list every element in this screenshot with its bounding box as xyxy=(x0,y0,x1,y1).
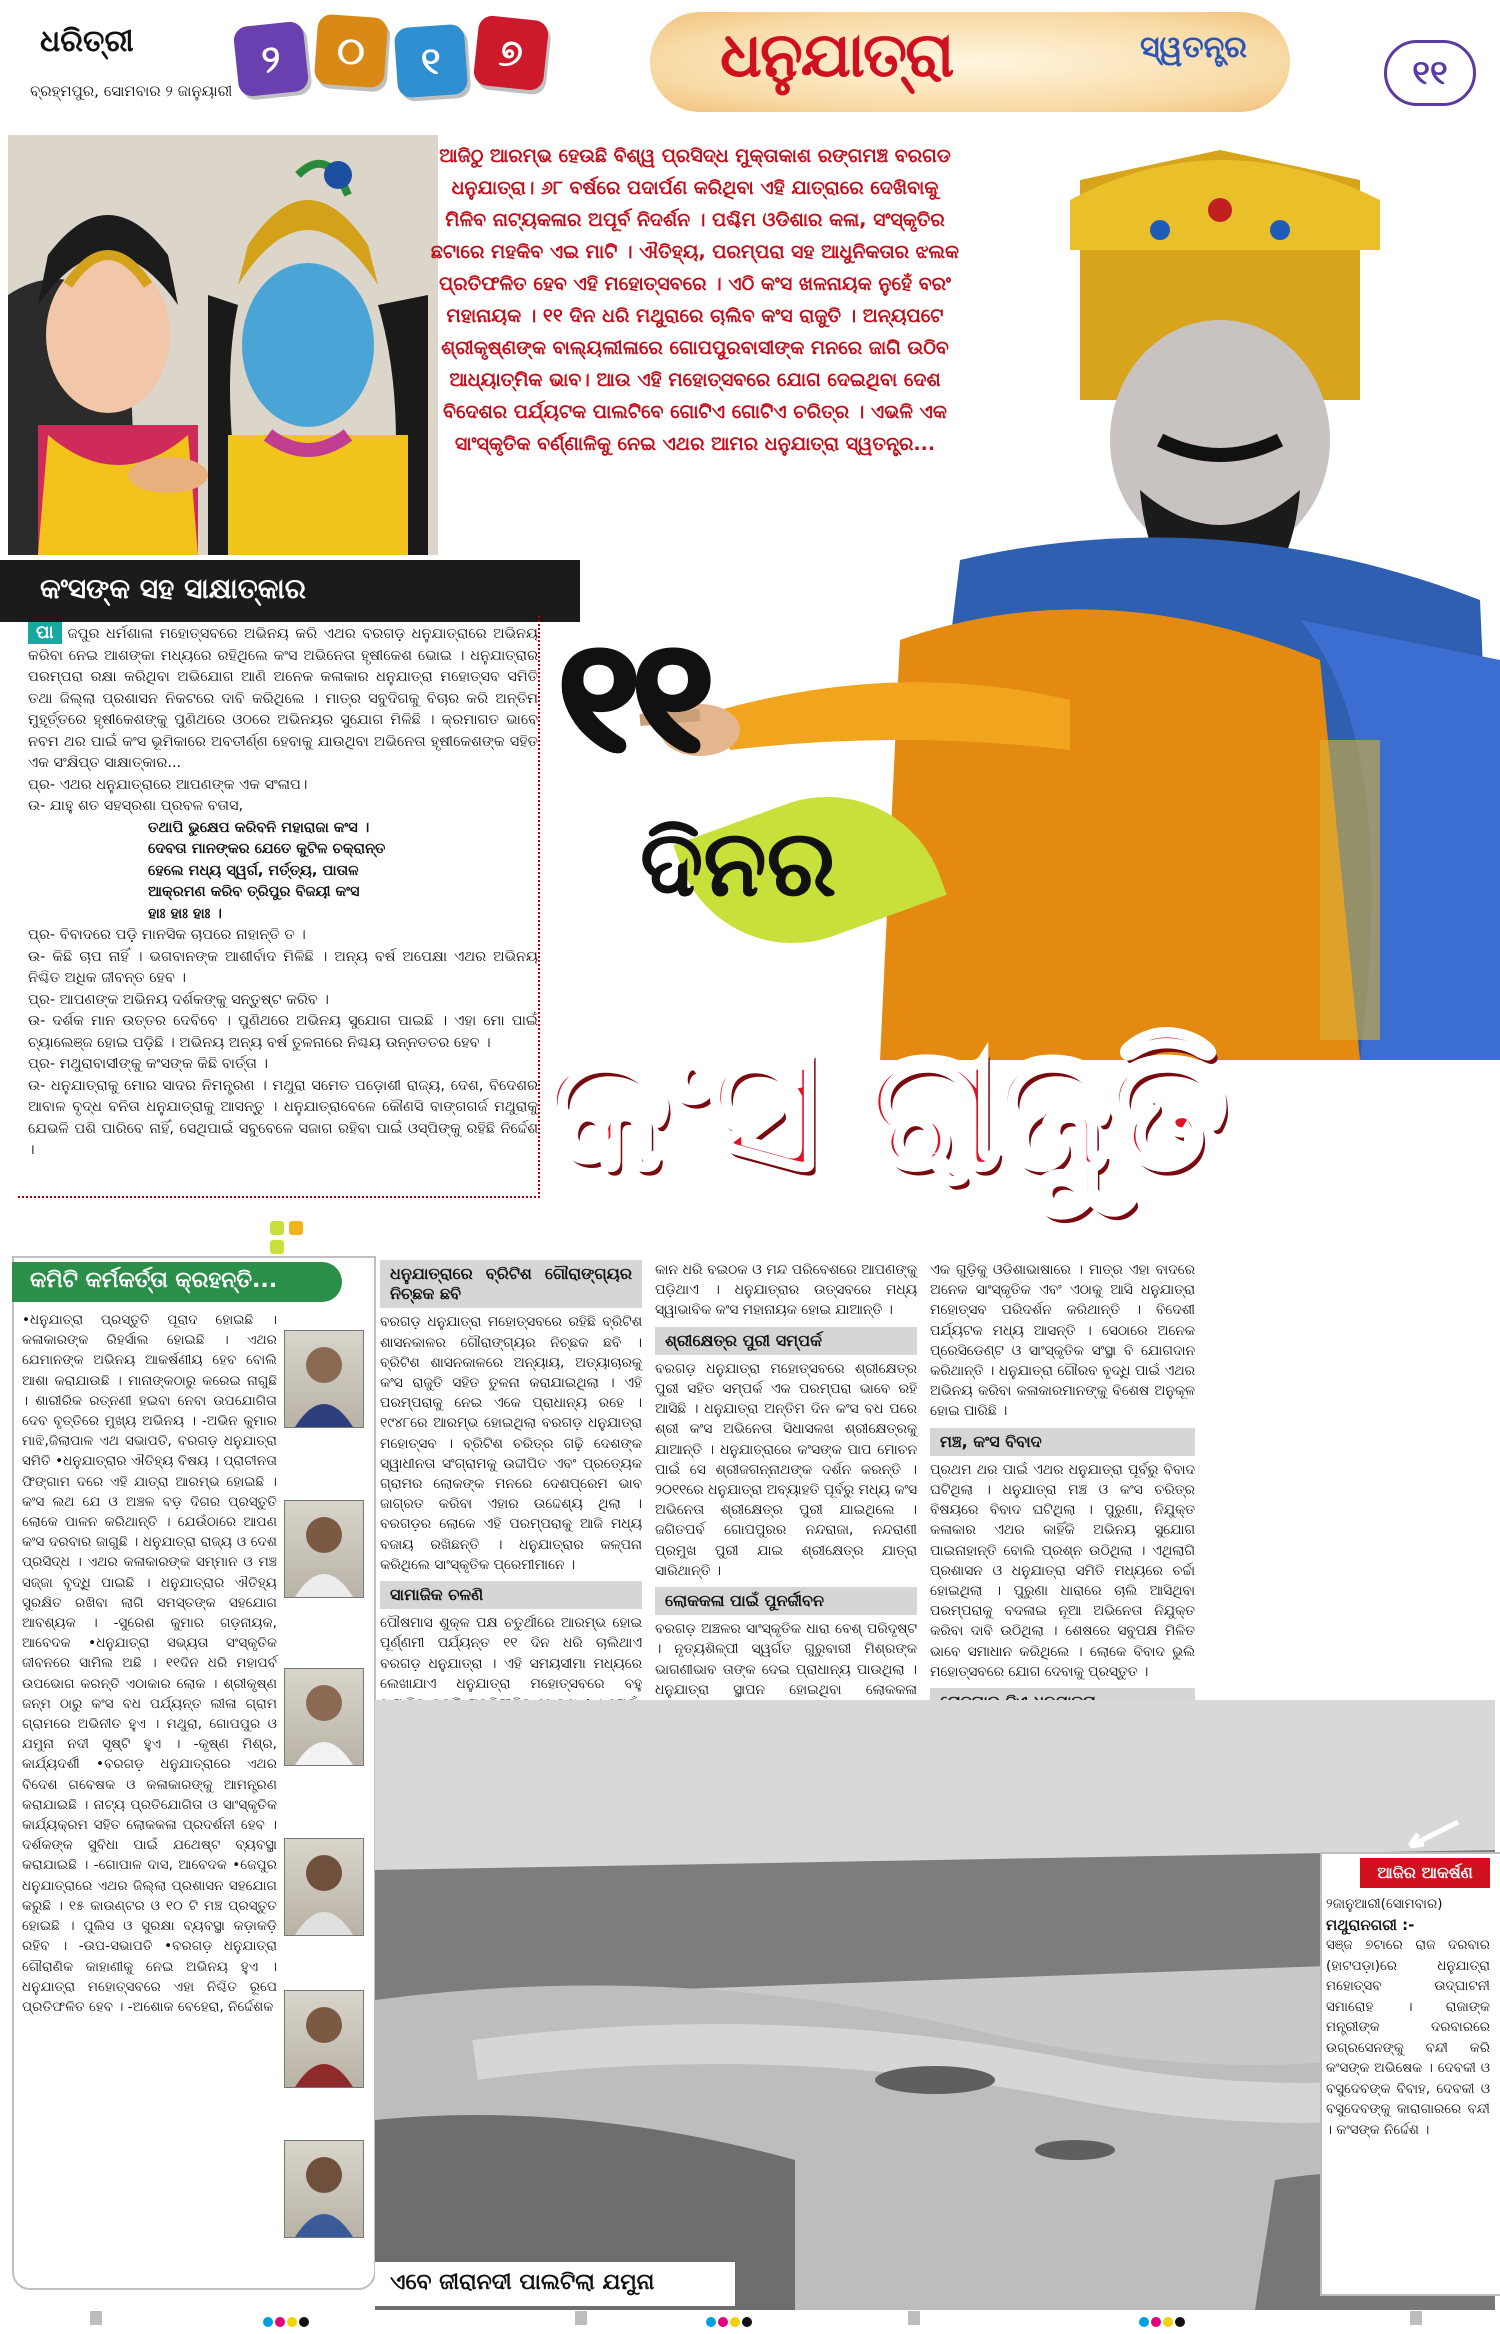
today-description: ସଞ୍ଜ ୭ଟାରେ ରାଜ ଦରବାର (ହାଟପଡ଼ା)ରେ ଧନୁଯାତ୍ରା ମହୋତ୍ସବ ଉଦ୍‌ଘାଟନୀ ସମାରୋହ । ରାଜାଙ୍କ ମନ୍ତ୍ରୀଙ୍କ ଦରବାରରେ ଉଗ୍ରସେନଙ୍କୁ ବନ୍ଦୀ କରି କଂସଙ୍କ ଅଭିଷେକ । ଦେବକୀ ଓ ବସୁଦେବଙ୍କ ବିବାହ, ଦେବକୀ ଓ ବସୁଦେବଙ୍କୁ କାରାଗାରରେ ବନ୍ଦୀ । କଂସଙ୍କ ନିର୍ଦ୍ଦେଶ । xyxy=(1326,1937,1490,2138)
committee-text: •ଧନୁଯାତ୍ରା ପ୍ରସ୍ତୁତି ପୂରାଦ ହୋଇଛି । କଳାକାରଙ୍କ ରିହର୍ସାଲ ହୋଇଛି । ଏଥର ଯେମାନଙ୍କ ଅଭିନୟ ଆକର୍ଷଣୀୟ ହେବ ବୋଲି ଆଶା କରାଯାଉଛି । ମାନାଙ୍କଠାରୁ କରେଇ ନାଗୁଛି । ଶାରୀରିକ ରତ୍ନଣୀ ହଇବା ନେବା ଉପଯୋଗିତା ଦେବ ବୃତ୍ତିରେ ମୁଖ୍ୟ ଅଭିନୟ । -ଅଭିନ କୁମାର ମାଝି,ଜିଲାପାଳ ଏଥ ସଭାପତି, ବରଗଡ଼ ଧନୁଯାତ୍ରା ସମିତି •ଧନୁଯାତ୍ରାର ଐତିହ୍ୟ ବିଷୟ । ପ୍ରାଚୀନତା ଫିଙ୍ଗାମ ଦରେ ଏହି ଯାତ୍ରା ଆରମ୍ଭ ହୋଇଛି । କଂସ ଲଥ ଯେ ଓ ଅଞ୍ଚଳ ବଡ଼ ଦିଗର ପ୍ରସ୍ତୁତି ଲୋକେ ପାଳନ କରିଥାନ୍ତି । ଯେଉଁଠାରେ ଆପଣ କଂସ ଦରବାର ଜାଗୁଛି । ଧନୁଯାତ୍ରା ରାଜ୍ୟ ଓ ଦେଶ ପ୍ରସିଦ୍ଧ । ଏଥର କଳାକାରଙ୍କ ସମ୍ମାନ ଓ ମଞ୍ଚ ସଜ୍ଜା ବୃଦ୍ଧି ପାଇଛି । ଧନୁଯାତ୍ରାର ଐତିହ୍ୟ ସୁରକ୍ଷିତ ରଖିବା ଲାଗି ସମସ୍ତଙ୍କ ସହଯୋଗ ଆବଶ୍ୟକ । -ସୁରେଶ କୁମାର ଗଡ଼ନାୟକ, ଆବେଦକ •ଧନୁଯାତ୍ରା ସଭ୍ୟତା ସଂସ୍କୃତିକ ଜୀବନରେ ସାମିଲ ଅଛି । ୧୧ଦିନ ଧରି ମହାପର୍ବ ଉପଭୋଗ କରନ୍ତି ଏଠାକାର ଲୋକ । ଶ୍ରୀକୃଷ୍ଣ ଜନ୍ମ ଠାରୁ କଂସ ବଧ ପର୍ଯ୍ୟନ୍ତ ଲୀଳା ଗ୍ରାମ ଗ୍ରାମରେ ଅଭିନୀତ ହୁଏ । ମଥୁରା, ଗୋପପୁର ଓ ଯମୁନା ନଦୀ ସୃଷ୍ଟି ହୁଏ । -କୃଷ୍ଣ ମିଶ୍ର, କାର୍ଯ୍ୟଦର୍ଶୀ •ବରଗଡ଼ ଧନୁଯାତ୍ରାରେ ଏଥର ବିଦେଶ ଗବେଷକ ଓ କଳାକାରଙ୍କୁ ଆମନ୍ତ୍ରଣ କରାଯାଇଛି । ନାଟ୍ୟ ପ୍ରତିଯୋଗିତା ଓ ସାଂସ୍କୃତିକ କାର୍ଯ୍ୟକ୍ରମ ସହିତ ଲୋକକଳା ପ୍ରଦର୍ଶନୀ ହେବ । ଦର୍ଶକଙ୍କ ସୁବିଧା ପାଇଁ ଯଥେଷ୍ଟ ବ୍ୟବସ୍ଥା କରାଯାଇଛି । -ଗୋପାଳ ଦାସ, ଆବେଦକ •ଜେପୁର ଧନୁଯାତ୍ରାରେ ଏଥର ଜିଲ୍ଲା ପ୍ରଶାସନ ସହଯୋଗ କରୁଛି । ୧୫ କାଉଣ୍ଟର ଓ ୧୦ ଟି ମଞ୍ଚ ପ୍ରସ୍ତୁତ ହୋଇଛି । ପୁଲିସ ଓ ସୁରକ୍ଷା ବ୍ୟବସ୍ଥା କଡ଼ାକଡ଼ି ରହିବ । -ଉପ-ସଭାପତି •ବରଗଡ଼ ଧନୁଯାତ୍ରା ଗୌରାଣିକ କାହାଣୀକୁ ନେଇ ଅଭିନୟ ହୁଏ । ଧନୁଯାତ୍ରା ମହୋତ୍ସବରେ ଏହା ନିଶ୍ଚିତ ରୂପେ ପ୍ରତିଫଳିତ ହେବ । -ଅଶୋକ ବେହେରା, ନିର୍ଦ୍ଦେଶକ xyxy=(22,1312,277,2015)
portrait-photo xyxy=(284,1330,364,1428)
committee-title: କମିଟି କର୍ମକର୍ତ୍ତା କ୍ରହନ୍ତି... xyxy=(30,1268,278,1293)
photo-radha-krishna xyxy=(8,135,438,555)
today-attraction-text xyxy=(1326,1894,1490,2140)
poem-line: ହେଲେ ମଧ୍ୟ ସ୍ୱର୍ଗ, ମର୍ତ୍ତ୍ୟ, ପାତାଳ xyxy=(148,862,359,879)
gray-square-mark xyxy=(90,2310,102,2329)
interview-lead: ପା ଜପୁର ଧର୍ମଶାଳା ମହୋତ୍ସବରେ ଅଭିନୟ କରି ଏଥର ବରଗଡ଼ ଧନୁଯାତ୍ରାରେ ଅଭିନୟ କରିବା ନେଇ ଆଶଙ୍କା ମଧ୍ୟରେ ରହିଥିଲେ କଂସ ଅଭିନେତା ହୃଷୀକେଶ ଭୋଇ । ଧନୁଯାତ୍ରାର ପରମ୍ପରା ରକ୍ଷା କରିଥିବା ଅଭିଯୋଗ ଆଣି ଅନେକ କଳାକାର ଧନୁଯାତ୍ରା ମହୋତ୍ସବ ସମିତି ତଥା ଜିଲ୍ଲା ପ୍ରଶାସନ ନିକଟରେ ଦାବି କରିଥିଲେ । ମାତ୍ର ସବୁଦିଗକୁ ବିଚାର କରି ଅନ୍ତିମ ମୁହୂର୍ତ୍ତରେ ହୃଷୀକେଶଙ୍କୁ ପୁଣିଥରେ ଓଠରେ ଅଭିନୟର ସୁଯୋଗ ମିଳିଛି । କ୍ରମାଗତ ଭାବେ ନବମ ଥର ପାଇଁ କଂସ ଭୂମିକାରେ ଅବତୀର୍ଣ୍ଣ ହେବାକୁ ଯାଉଥିବା ଅଭିନେତା ହୃଷୀକେଶଙ୍କ ସହିତ ଏକ ସଂକ୍ଷିପ୍ତ ସାକ୍ଷାତ୍‌କାର... xyxy=(28,622,538,771)
pointer-arrow-icon xyxy=(1400,1820,1460,1854)
interview-qa: ଉ- ଦର୍ଶକ ମାନ ଉତ୍ତର ଦେବିବେ । ପୁଣିଥରେ ଅଭିନୟ ସୁଯୋଗ ପାଇଛି । ଏହା ମୋ ପାଇଁ ଚ୍ୟାଲେଞ୍ଜ ହୋଇ ପଡ଼ିଛି । ଅଭିନୟ ଅନ୍ୟ ବର୍ଷ ତୁଳନାରେ ନିଶ୍ଚୟ ଉନ୍ନତତର ହେବ । xyxy=(28,1013,538,1051)
color-dots-mark xyxy=(1138,2312,1186,2331)
article-paragraph: ପ୍ରଥମ ଥର ପାଇଁ ଏଥର ଧନୁଯାତ୍ରା ପୂର୍ବରୁ ବିବାଦ ଘଟିଥିଲା । ଧନୁଯାତ୍ରା ମଞ୍ଚ ଓ କଂସ ଚରିତ୍ର ବିଷୟରେ ବିବାଦ ଘଟିଥିଲା । ପୁରୁଣା, ନିଯୁକ୍ତ କଳାକାର ଏଥର କାହିଁକି ଅଭିନୟ ସୁଯୋଗ ପାଇନାହାନ୍ତି ବୋଲି ପ୍ରଶ୍ନ ଉଠିଥିଲା । ଏଥିଲାଗି ପ୍ରଶାସନ ଓ ଧନୁଯାତ୍ରା ସମିତି ମଧ୍ୟରେ ଚର୍ଚ୍ଚା ହୋଇଥିଲା । ପୁରୁଣା ଧାରାରେ ଚାଲି ଆସିଥିବା ପରମ୍ପରାକୁ ବଦଳାଇ ନୂଆ ଅଭିନେତା ନିଯୁକ୍ତ କରିବା ଦାବି ଉଠିଥିଲା । ଶେଷରେ ସବୁପକ୍ଷ ମିଳିତ ଭାବେ ସମାଧାନ କରିଥିଲେ । ଲୋକେ ବିବାଦ ଭୁଲି ମହୋତ୍ସବରେ ଯୋଗ ଦେବାକୁ ପ୍ରସ୍ତୁତ । xyxy=(930,1461,1195,1680)
color-dots-mark xyxy=(262,2312,310,2331)
interview-qa: ଉ- କିଛି ଚାପ ନାହିଁ । ଭଗବାନଙ୍କ ଆଶୀର୍ବାଦ ମିଳିଛି । ଅନ୍ୟ ବର୍ଷ ଅପେକ୍ଷା ଏଥର ଅଭିନୟ ନିଶ୍ଚିତ ଅଧିକ ଜୀବନ୍ତ ହେବ । xyxy=(28,948,538,986)
intro-paragraph: ଆଜିଠୁ ଆରମ୍ଭ ହେଉଛି ବିଶ୍ୱ ପ୍ରସିଦ୍ଧ ମୁକ୍ତାକାଶ ରଙ୍ଗମଞ୍ଚ ବରଗଡ ଧନୁଯାତ୍ରା। ୬୮ ବର୍ଷରେ ପଦାର୍ପଣ କରିଥିବା ଏହି ଯାତ୍ରାରେ ଦେଖିବାକୁ ମିଳିବ ନାଟ୍ୟକଳାର ଅପୂର୍ବ ନିଦର୍ଶନ । ପଶ୍ଚିମ ଓଡିଶାର କଳା, ସଂସ୍କୃତିର ଛଟାରେ ମହକିବ ଏଇ ମାଟି । ଐତିହ୍ୟ, ପରମ୍ପରା ସହ ଆଧୁନିକତାର ଝଲକ ପ୍ରତିଫଳିତ ହେବ ଏହି ମହୋତ୍ସବରେ । ଏଠି କଂସ ଖଳନାୟକ ନୁହେଁ ବରଂ ମହାନାୟକ । ୧୧ ଦିନ ଧରି ମଥୁରାରେ ଚାଲିବ କଂସ ରାଜୁତି । ଅନ୍ୟପଟେ ଶ୍ରୀକୃଷ୍ଣଙ୍କ ବାଲ୍ୟଲୀଳାରେ ଗୋପପୁରବାସୀଙ୍କ ମନରେ ଜାଗି ଉଠିବ ଆଧ୍ୟାତ୍ମିକ ଭାବ। ଆଉ ଏହି ମହୋତ୍ସବରେ ଯୋଗ ଦେଇଥିବା ଦେଶ ବିଦେଶର ପର୍ଯ୍ୟଟକ ପାଲଟିବେ ଗୋଟିଏ ଗୋଟିଏ ଚରିତ୍ର । ଏଭଳି ଏକ ସାଂସ୍କୃତିକ ବର୍ଣ୍ଣାଳିକୁ ନେଇ ଏଥର ଆମର ଧନୁଯାତ୍ରା ସ୍ୱତନ୍ତ୍ର... xyxy=(430,145,960,455)
print-registration-marks xyxy=(0,2300,1500,2334)
year-digit-3: ୧ xyxy=(394,24,469,99)
poem-line: ଦେବତା ମାନଙ୍କର ଯେତେ କୁଟିଳ ଚକ୍ରାନ୍ତ xyxy=(148,841,386,857)
headline-number: ୧୧ xyxy=(560,610,709,784)
color-dots-mark xyxy=(705,2312,753,2331)
interview-qa: ପ୍ର- ଆପଣଙ୍କ ଅଭିନୟ ଦର୍ଶକଙ୍କୁ ସନ୍ତୁଷ୍ଟ କରିବ । xyxy=(28,991,329,1008)
interview-qa: ପ୍ର- ମଥୁରାବାସୀଙ୍କୁ କଂସଙ୍କ କିଛି ବାର୍ତ୍ତା । xyxy=(28,1056,268,1072)
article-paragraph: ପୌଷମାସ ଶୁକ୍ଳ ପକ୍ଷ ଚତୁର୍ଥୀରେ ଆରମ୍ଭ ହୋଇ ପୂର୍ଣ୍ଣମୀ ପର୍ଯ୍ୟନ୍ତ ୧୧ ଦିନ ଧରି ଚାଲିଥାଏ ବରଗଡ଼ ଧନୁଯାତ୍ରା । ଏହି ସମୟସୀମା ମଧ୍ୟରେ ଲେଖାଯାଏ ଧନୁଯାତ୍ରା ମହୋତ୍ସବରେ ବହୁ xyxy=(380,1615,642,1692)
headline-word: ଦିନର xyxy=(640,810,837,917)
article-paragraph: ଏକ ଗୁଡ଼ିକୁ ଓଡିଶାଭାଷାରେ । ମାତ୍ର ଏହା ବାଦରେ ଅନେକ ସାଂସ୍କୃତିକ ଏବଂ ଏଠାକୁ ଆସି ଧନୁଯାତ୍ରା ମହୋତ୍ସବ ପରିଦର୍ଶନ କରିଥାନ୍ତି । ବିଦେଶୀ ପର୍ଯ୍ୟଟକ ମଧ୍ୟ ଆସନ୍ତି । ସେଠାରେ ଅନେକ ପ୍ରେସିଡେଣ୍ଟ ଓ ସାଂସ୍କୃତିକ ସଂସ୍ଥା ବି ଯୋଗଦାନ କରିଥାନ୍ତି । ଧନୁଯାତ୍ରା ଗୌରବ ବୃଦ୍ଧି ପାଇଁ ଏଥର ଅଭିନୟ କରିବା କଳାକାରମାନଙ୍କୁ ବିଶେଷ ଅନୁକୂଳ ହୋଇ ପାରିଛି । xyxy=(930,1262,1195,1420)
poem-line: ତଥାପି ଭୁକ୍ଷେପ କରିବନି ମହାରାଜା କଂସ । xyxy=(148,819,370,836)
poem-line: ହାଃ ହାଃ ହାଃ । xyxy=(148,905,222,922)
gray-square-mark xyxy=(575,2310,587,2329)
portrait-photo xyxy=(284,1668,364,1766)
interview-title: କଂସଙ୍କ ସହ ସାକ୍ଷାତ୍‌କାର xyxy=(40,572,307,605)
gray-square-mark xyxy=(908,2310,920,2329)
newspaper-name: ଧରିତ୍ରୀ xyxy=(40,24,134,59)
interview-question: ପ୍ର- ଏଥର ଧନୁଯାତ୍ରାରେ ଆପଣଙ୍କ ଏକ ସଂଳାପ। xyxy=(28,776,308,793)
section-title: ଧନୁଯାତ୍ରା xyxy=(720,18,953,91)
today-attraction-title: ଆଜିର ଆକର୍ଷଣ xyxy=(1360,1858,1490,1888)
article-paragraph: ବରଗଡ଼ ଧନୁଯାତ୍ରା ମହୋତ୍ସବରେ ରହିଛି ବ୍ରିଟିଶ ଶାସନକାଳର ଗୌରାଙ୍ଗ୍ୟର ନିଚ୍ଛକ ଛବି । ବ୍ରିଟିଶ ଶାସନକାଳରେ ଅନ୍ୟାୟ, ଅତ୍ୟାଚାରକୁ କଂସ ରାଜୁତି ସହିତ ତୁଳନା କରାଯାଇଥିଲା । ଏହି ପରମ୍ପରାକୁ ନେଇ ଏକେ ପ୍ରାଧାନ୍ୟ ରହେ । ୧୯୪୮ରେ ଆରମ୍ଭ ହୋଇଥିଲା ବରଗଡ଼ ଧନୁଯାତ୍ରା ମହୋତ୍ସବ । ବ୍ରିଟିଶ ଚରିତ୍ର ଗଢ଼ି ଦେଶଙ୍କ ସ୍ୱାଧୀନତା ସଂଗ୍ରାମକୁ ଉଦ୍ଦୀପିତ ଏବଂ ପ୍ରତ୍ୟେକ ଗ୍ରାମର ଲୋକଙ୍କ ମନରେ ଦେଶପ୍ରେମ ଭାବ ଜାଗ୍ରତ କରିବା ଏହାର ଉଦ୍ଦେଶ୍ୟ ଥିଲା । ବରଗଡ଼ର ଲୋକେ ଏହି ପରମ୍ପରାକୁ ଆଜି ମଧ୍ୟ ବଜାୟ ରଖିଛନ୍ତି । ଧନୁଯାତ୍ରାର କଳ୍ପନା କରିଥିଲେ ସାଂସ୍କୃତିକ ପ୍ରେମୀମାନେ । xyxy=(380,1314,642,1573)
portrait-photo xyxy=(284,1500,364,1598)
poem-line: ଆକ୍ରମଣ କରିବ ତ୍ରିପୁର ବିଜୟୀ କଂସ xyxy=(148,884,360,900)
article-subheading: ଧନୁଯାତ୍ରାରେ ବ୍ରିଟିଶ ଗୌରାଙ୍ଗ୍ୟର ନିଚ୍ଛକ ଛବି xyxy=(380,1260,642,1308)
year-digit-4: ୭ xyxy=(473,15,550,92)
article-subheading: ଶ୍ରୀକ୍ଷେତ୍ର ପୁରୀ ସମ୍ପର୍କ xyxy=(655,1327,917,1355)
interview-qa: ପ୍ର- ବିବାଦରେ ପଡ଼ି ମାନସିକ ଚାପରେ ନାହାନ୍ତି ତ । xyxy=(28,927,306,943)
article-column-1 xyxy=(380,1260,642,1700)
interview-answer: ଉ- ଯାହୁ ଶତ ସହସ୍ରଶା ପ୍ରବଳ ବତାସ, xyxy=(28,798,244,814)
interview-poem xyxy=(28,818,538,926)
dropcap: ପା xyxy=(28,622,62,644)
section-subtitle: ସ୍ୱତନ୍ତ୍ର xyxy=(1140,30,1248,65)
year-digit-2: ୦ xyxy=(314,14,389,89)
portrait-photo xyxy=(284,1838,364,1936)
gray-square-mark xyxy=(1410,2310,1422,2329)
portrait-photo xyxy=(284,2140,364,2238)
today-place: ମଥୁରାନଗରୀ :- xyxy=(1326,1915,1415,1934)
page-header xyxy=(0,0,1500,120)
ornament-icon xyxy=(270,1220,320,1238)
interview-qa: ଉ- ଧନୁଯାତ୍ରାକୁ ମୋର ସାଦର ନିମନ୍ତ୍ରଣ । ମଥୁରା ସମେତ ପଡ଼ୋଶୀ ରାଜ୍ୟ, ଦେଶ, ବିଦେଶର ଆବାଳ ବୃଦ୍ଧ ବନିତା ଧନୁଯାତ୍ରାକୁ ଆସନ୍ତୁ । ଧନୁଯାତ୍ରାବେଳେ କୌଣସି ବାଙ୍ଗଗର୍ଜ ମଥୁରାକୁ ଯେଭଳି ପଶି ପାରିବେ ନାହିଁ, ସେଥିପାଇଁ ସବୁବେଳେ ସଜାଗ ରହିବା ପାଇଁ ଓସ୍ପିଙ୍କୁ ରହିଛି ନିର୍ଦ୍ଦେଶ । xyxy=(28,1077,538,1158)
article-paragraph: କାନ ଧରି ବଇଠକ ଓ ମନ୍ଦ ପରିବେଶରେ ଆପଣଙ୍କୁ ପଡ଼ିଥାଏ । ଧନୁଯାତ୍ରାର ଉତ୍ସବରେ ମଧ୍ୟ ସ୍ୱାଭାବିକ କଂସ ମହାନାୟକ ହୋଇ ଯାଆନ୍ତି । xyxy=(655,1262,917,1319)
article-subheading: ଲୋକକଳା ପାଇଁ ପୁନର୍ଜୀବନ xyxy=(655,1587,917,1615)
article-paragraph: ବରଗଡ଼ ଅଞ୍ଚଳର ସାଂସ୍କୃତିକ ଧାରା ବେଶ୍ ପରିଦୃଷ୍ଟ । ନୃତ୍ୟଶିଳ୍ପୀ ସ୍ୱର୍ଗତ ଗୁରୁବାରୀ ମିଶ୍ରଙ୍କ ଭାଗଣୀଭାବ ତାଙ୍କ ଦେଇ ପ୍ରାଧାନ୍ୟ ପାଉଥିଲା । ଧନୁଯାତ୍ରା ସ୍ଥାପନ ହୋଇଥିବା ଲୋକକଳା xyxy=(655,1621,917,1698)
article-column-3 xyxy=(930,1260,1195,1700)
article-column-2 xyxy=(655,1260,917,1700)
year-digit-1: ୨ xyxy=(233,21,310,98)
article-subheading: ମଞ୍ଚ, କଂସ ବିବାଦ xyxy=(930,1428,1195,1456)
river-caption: ଏବେ ଜୀରାନଦୀ ପାଲଟିଲା ଯମୁନା xyxy=(390,2270,655,2295)
page-number: ୧୧ xyxy=(1384,40,1476,106)
dateline: ବ୍ରହ୍ମପୁର, ସୋମବାର ୨ ଜାନୁୟାରୀ xyxy=(30,82,233,100)
portrait-photo xyxy=(284,1990,364,2088)
article-subheading: ସାମାଜିକ ଚଳଣି xyxy=(380,1581,642,1609)
today-date: ୨ଜାନୁଆରୀ(ସୋମବାର) xyxy=(1326,1896,1443,1912)
article-paragraph: ବରଗଡ଼ ଧନୁଯାତ୍ରା ମହୋତ୍ସବରେ ଶ୍ରୀକ୍ଷେତ୍ର ପୁରୀ ସହିତ ସମ୍ପର୍କ ଏକ ପରମ୍ପରା ଭାବେ ରହି ଆସିଛି । ଧନୁଯାତ୍ରା ଅନ୍ତିମ ଦିନ କଂସ ବଧ ପରେ ଶ୍ରୀ କଂସ ଅଭିନେତା ସିଧାସଳଖ ଶ୍ରୀକ୍ଷେତ୍ରକୁ ଯାଆନ୍ତି । ଧନୁଯାତ୍ରାରେ କଂସଙ୍କ ପାପ ମୋଚନ ପାଇଁ ସେ ଶ୍ରୀଜଗନ୍ନାଥଙ୍କ ଦର୍ଶନ କରନ୍ତି । ୨୦୧୧ରେ ଧନୁଯାତ୍ରା ଅବ୍ୟାହତି ପୂର୍ବରୁ ମଧ୍ୟ କଂସ ଅଭିନେତା ଶ୍ରୀକ୍ଷେତ୍ର ପୁରୀ ଯାଇଥିଲେ । ଜଗିତପର୍ବ ଗୋପପୁରର ନନ୍ଦରାଜା, ନନ୍ଦରାଣୀ ପ୍ରମୁଖ ପୁରୀ ଯାଇ ଶ୍ରୀକ୍ଷେତ୍ର ଯାତ୍ରା ସାରିଥାନ୍ତି । xyxy=(655,1360,917,1579)
main-headline: କଂସ ରାଜୁତି xyxy=(545,1010,1223,1208)
interview-text xyxy=(28,622,538,1162)
